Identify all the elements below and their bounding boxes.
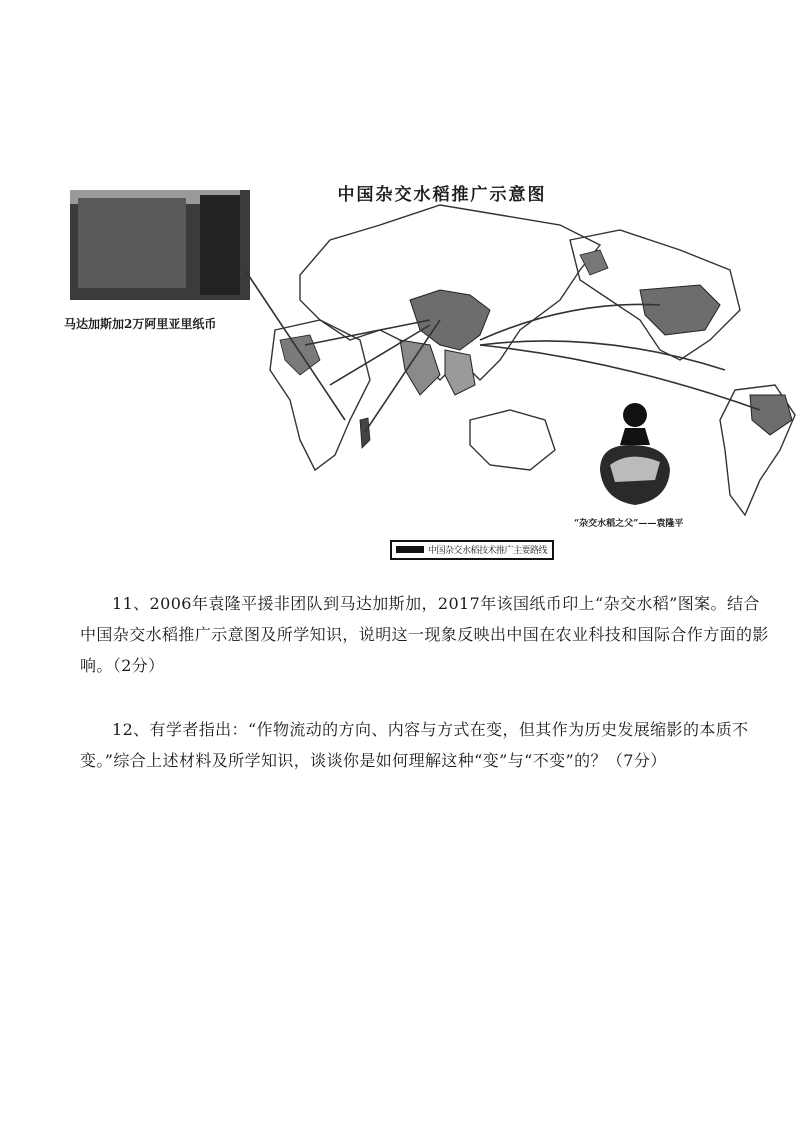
china-region [410, 290, 490, 350]
route-to-usa [480, 304, 660, 340]
question-12 [80, 714, 770, 776]
question-11 [80, 588, 770, 681]
question-11-text: 11、2006年袁隆平援非团队到马达加斯加，2017年该国纸币印上“杂交水稻”图案。结合中国杂交水稻推广示意图及所学知识，说明这一现象反映出中国在农业科技和国际合作方面的影响。（2分） [80, 594, 769, 675]
southeast-asia-region [445, 350, 475, 395]
legend-line-swatch [396, 546, 424, 553]
question-12-text: 12、有学者指出：“作物流动的方向、内容与方式在变，但其作为历史发展缩影的本质不变。”综合上述材料及所学知识，谈谈你是如何理解这种“变”与“不变”的？（7分） [80, 720, 749, 770]
yuan-longping-portrait [600, 403, 670, 505]
south-asia-region [400, 340, 440, 395]
portrait-caption: “杂交水稻之父”——袁隆平 [574, 519, 684, 529]
legend-label: 中国杂交水稻技术推广主要路线 [428, 546, 548, 556]
hybrid-rice-figure [0, 0, 800, 560]
africa-highlight [280, 335, 320, 375]
route-to-south-america [480, 345, 760, 410]
alaska-region [580, 250, 608, 275]
brazil-region [750, 395, 792, 435]
world-map [0, 0, 800, 560]
route-to-africa-1 [305, 320, 430, 345]
madagascar [360, 418, 370, 448]
map-legend [390, 540, 554, 560]
callout-line [245, 270, 345, 420]
banknote-caption: 马达加斯加2万阿里亚里纸币 [64, 317, 217, 331]
usa-region [640, 285, 720, 335]
australia-landmass [470, 410, 555, 470]
map-title: 中国杂交水稻推广示意图 [337, 185, 547, 205]
